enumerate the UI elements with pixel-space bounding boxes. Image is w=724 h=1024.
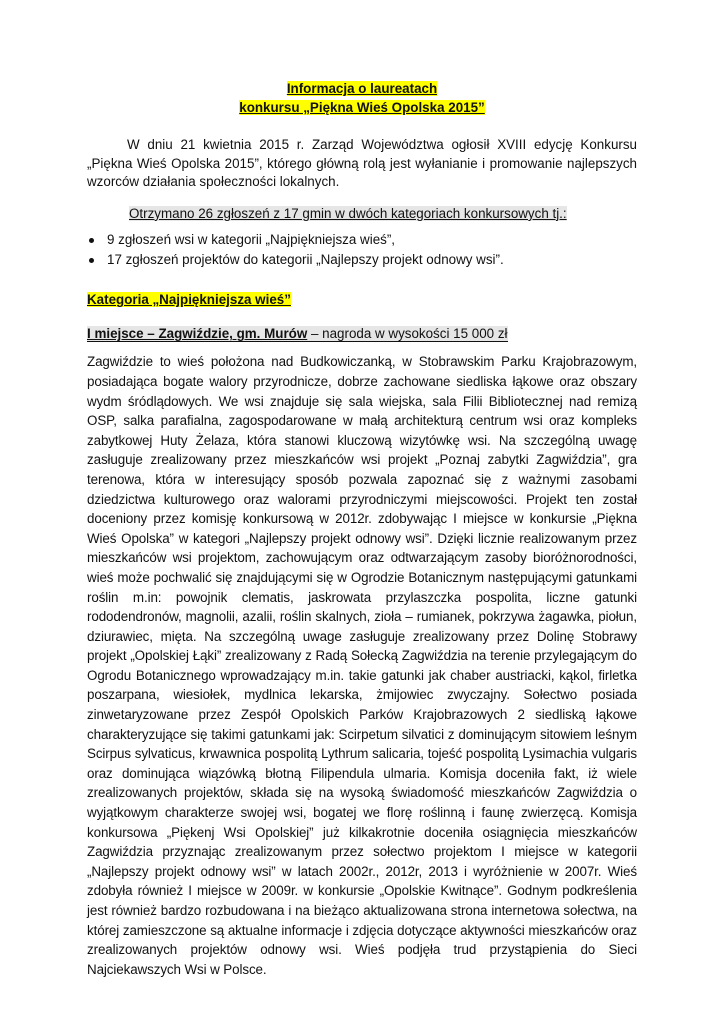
bullet-icon — [89, 238, 94, 243]
document-page — [87, 80, 637, 993]
laureate-description: Zagwiździe to wieś położona nad Budkowiczanką, w Stobrawskim Parku Krajobrazowym, posiadająca bogate walory przyrodnicze, dobrze zachowane siedliska łąkowe oraz obszary wydm śródlądowych. We wsi znajduje się sala wiejska, sala Filii Bibliotecznej nad remizą OSP, salka parafialna, zagospodarowane w małą architekturą centrum wsi oraz kompleks zabytkowej Huty Żelaza, która stanowi kluczową wizytówkę wsi. Na szczególną uwagę zasługuje zrealizowany przez mieszkańców wsi projekt „Poznaj zabytki Zagwiździa”, gra terenowa, która w interesujący sposób pozwala zapoznać się z ważnymi zasobami dziedzictwa kulturowego oraz walorami przyrodniczymi miejscowości. Projekt ten został doceniony przez komisję konkursową w 2012r. zdobywając I miejsce w konkursie „Piękna Wieś Opolska” w kategori „Najlepszy projekt odnowy wsi”. Dzięki licznie realizowanym przez mieszkańców wsi projektom, zachowującym oraz odtwarzającym zasoby bioróżnorodności, wieś może pochwalić się znajdującymi się w Ogrodzie Botanicznym następującymi gatunkami roślin m.in: powojnik clematis, jaskrowata przylaszczka pospolita, liczne gatunki rododendronów, magnolii, azalii, roślin skalnych, zioła – rumianek, pokrzywa żagawka, piołun, dziurawiec, mięta. Na szczególną uwage zasługuje zrealizowany przez Dolinę Stobrawy projekt „Opolskiej Łąki” zrealizowany z Radą Sołecką Zagwiździa na terenie przylegającym do Ogrodu Botanicznego wprowadzający m.in. takie gatunki jak chaber austriacki, kąkol, firletka poszarpana, wiesiołek, mydlnica lekarska, żmijowiec zwyczajny. Sołectwo posiada zinwetaryzowane przez Zespół Opolskich Parków Krajobrazowych 2 siedliską łąkowe charakteryzujące się takimi gatunkami jak: Scirpetum silvatici z dominującym sitowiem leśnym Scirpus sylvaticus, krwawnica pospolitą Lythrum salicaria, tojeść pospolitą Lysimachia vulgaris oraz dominująca wiązówką błotną Filipendula ulmaria. Komisja doceniła fakt, iż wiele zrealizowanych projektów, składa się na wysoką świadomość mieszkańców Zagwiździa o wyjątkowym charakterze swojej wsi, bogatej we florę roślinną i faunę zwierzęcą. Komisja konkursowa „Piękenj Wsi Opolskiej” już kilkakrotnie doceniła osiągnięcia mieszkańców Zagwiździa przyznając zrealizowanym przez sołectwo projektom I miejsce w kategorii „Najlepszy projekt odnowy wsi” w latach 2002r., 2012r, 2013 i wyróżnienie w 2007r. Wieś zdobyła również I miejsce w 2009r. w konkursie „Opolskie Kwitnące”. Godnym podkreślenia jest również bardzo rozbudowana i na bieżąco aktualizowana strona internetowa sołectwa, na której zamieszczone są aktualne informacje i zdjęcia dotyczące aktywności mieszkańców oraz zrealizowanych projektów odnowy wsi. Wieś podjęła trud przystąpienia do Sieci Najciekawszych Wsi w Polsce. — [87, 354, 637, 977]
received-text: Otrzymano 26 zgłoszeń z 17 gmin w dwóch kategoriach konkursowych tj.: — [129, 205, 567, 221]
list-item-text: 17 zgłoszeń projektów do kategorii „Najlepszy projekt odnowy wsi”. — [107, 252, 504, 268]
list-item-text: 9 zgłoszeń wsi w kategorii „Najpiękniejsza wieś”, — [107, 232, 396, 248]
list-item — [87, 251, 637, 271]
list-item — [87, 231, 637, 251]
place-award: – nagroda w wysokości 15 000 zł — [307, 326, 508, 342]
title-line-2: konkursu „Piękna Wieś Opolska 2015” — [239, 100, 485, 115]
document-title — [87, 80, 637, 118]
received-line — [87, 205, 637, 224]
place-label: I miejsce – Zagwiździe, gm. Murów — [87, 326, 308, 342]
intro-paragraph: W dniu 21 kwietnia 2015 r. Zarząd Województwa ogłosił XVIII edycję Konkursu „Piękna Wieś Opolska 2015”, którego główną rolą jest wyłanianie i promowanie najlepszych wzorców działania społeczności lokalnych. — [87, 137, 637, 189]
category-heading — [87, 291, 637, 311]
title-line-1: Informacja o laureatach — [286, 81, 438, 96]
submission-list — [87, 231, 637, 271]
category-heading-text: Kategoria „Najpiękniejsza wieś” — [87, 292, 291, 308]
bullet-icon — [89, 258, 94, 263]
place-heading — [87, 325, 637, 344]
